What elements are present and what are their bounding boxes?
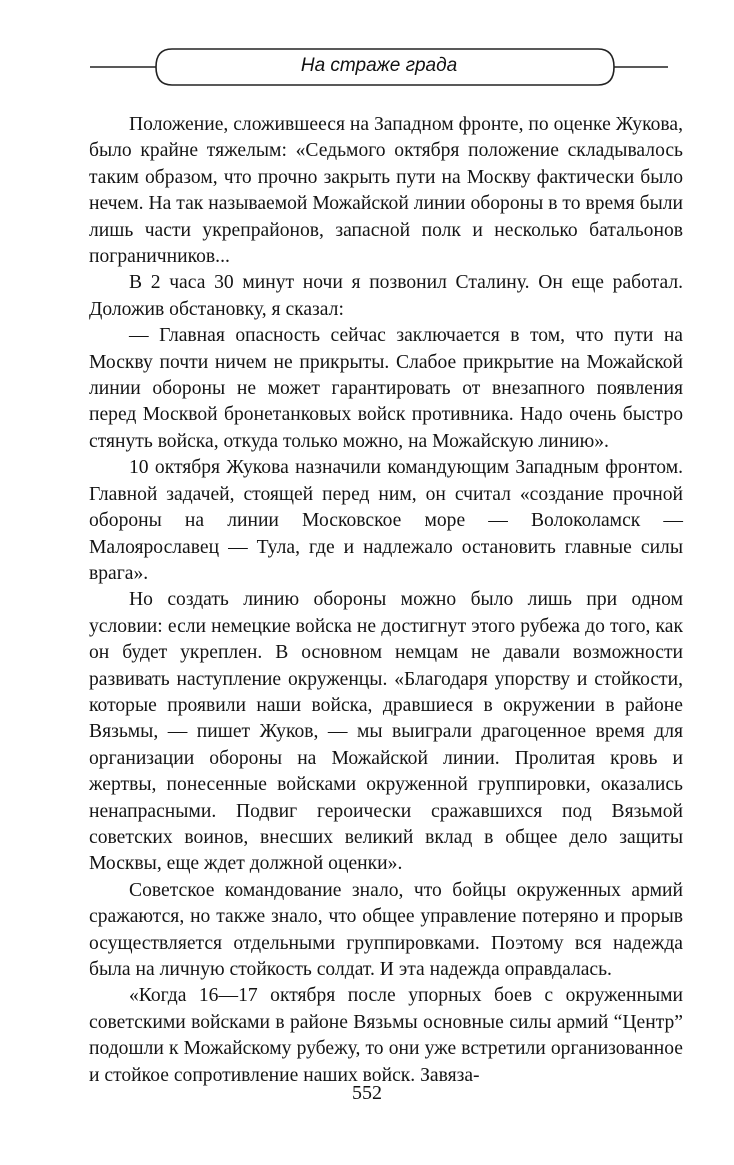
body-text — [89, 112, 683, 1089]
paragraph: 10 октября Жукова назначили командующим Западным фронтом. Главной задачей, стоящей перед ним, он считал «создание прочной обороны на линии Московское море — Волоколамск — Малоярославец — Тула, где и надлежало остановить главные силы врага». — [89, 457, 683, 584]
paragraph: Положение, сложившееся на Западном фронте, по оценке Жукова, было крайне тяжелым: «Седьмого октября положение складывалось таким образом, что прочно закрыть пути на Москву фактически было нечем. На так называемой Можайской линии обороны в то время были лишь части укрепрайонов, запасной полк и несколько батальонов пограничников... — [89, 114, 683, 268]
paragraph: В 2 часа 30 минут ночи я позвонил Сталину. Он еще работал. Доложив обстановку, я сказал: — [89, 272, 683, 320]
running-title: На страже града — [300, 55, 458, 76]
paragraph: Советское командование знало, что бойцы окруженных армий сражаются, но также знало, что общее управление потеряно и прорыв осуществляется отдельными группировками. Поэтому вся надежда была на личную стойкость солдат. И эта надежда оправдалась. — [89, 879, 683, 980]
paragraph: «Когда 16—17 октября после упорных боев с окруженными советскими войсками в районе Вязьмы основные силы армий “Центр” подошли к Можайскому рубежу, то они уже встретили организованное и стойкое сопротивление наших войск. Завяза- — [89, 985, 683, 1086]
paragraph: — Главная опасность сейчас заключается в том, что пути на Москву почти ничем не прикрыты. Слабое прикрытие на Можайской линии обороны не может гарантировать от внезапного появления перед Москвой бронетанковых войск противника. Надо очень быстро стянуть войска, откуда только можно, на Можайскую линию». — [89, 325, 683, 452]
paragraph: Но создать линию обороны можно было лишь при одном условии: если немецкие войска не достигнут этого рубежа до того, как он будет укреплен. В основном немцам не давали возможности развивать наступление окруженцы. «Благодаря упорству и стойкости, которые проявили наши войска, дравшиеся в окружении в районе Вязьмы, — пишет Жуков, — мы выиграли драгоценное время для организации обороны на Можайской линии. Пролитая кровь и жертвы, понесенные войсками окруженной группировки, оказались ненапрасными. Подвиг героически сражавшихся под Вязьмой советских воинов, внесших великий вклад в общее дело защиты Москвы, еще ждет должной оценки». — [89, 589, 683, 875]
page-number: 552 — [352, 1082, 382, 1104]
running-head — [90, 44, 668, 90]
